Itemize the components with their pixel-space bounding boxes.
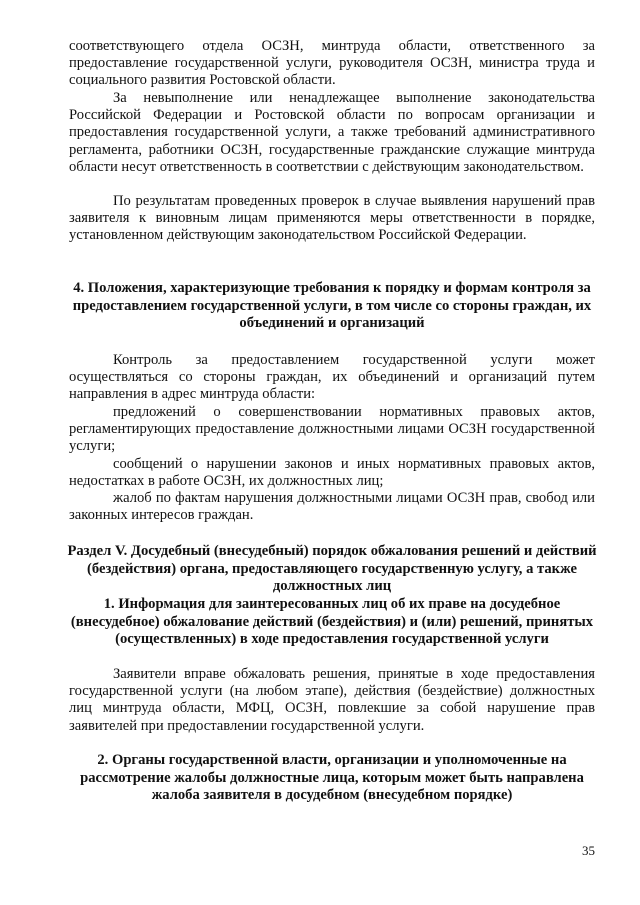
page-number: 35 (582, 843, 595, 858)
paragraph-appeal-right: Заявители вправе обжаловать решения, принятые в ходе предоставления государственной услуги (на любом этапе), действия (бездействие) должностных лиц минтруда области, МФЦ, ОСЗН, повлекшие за собой нарушение прав заявителей при предоставлении государственной услуги. (69, 666, 595, 734)
paragraph-liability: За невыполнение или ненадлежащее выполнение законодательства Российской Федерации и Ростовской области по вопросам организации и предоставления государственной услуги, а также требований административного регламента, работники ОСЗН, государственные гражданские служащие минтруда области несут ответственность в соответствии с действующим законодательством. (69, 90, 595, 175)
paragraph-citizen-control: Контроль за предоставлением государственной услуги может осуществляться со стороны граждан, их объединений и организаций путем направления в адрес минтруда области: (69, 352, 595, 403)
paragraph-reports: сообщений о нарушении законов и иных нормативных правовых актов, недостатках в работе ОСЗН, их должностных лиц; (69, 456, 595, 490)
paragraph-responsibility-continued: соответствующего отдела ОСЗН, минтруда области, ответственного за предоставление государственной услуги, руководителя ОСЗН, министра труда и социального развития Ростовской области. (69, 38, 595, 89)
heading-subsection-2: 2. Органы государственной власти, организации и уполномоченные на рассмотрение жалобы должностные лица, которым может быть направлена жалоба заявителя в досудебном (внесудебном порядке) (80, 752, 584, 804)
paragraph-complaints: жалоб по фактам нарушения должностными лицами ОСЗН прав, свобод или законных интересов граждан. (69, 490, 595, 524)
heading-subsection-1: 1. Информация для заинтересованных лиц об их праве на досудебное (внесудебное) обжалование действий (бездействия) и (или) решений, принятых (осуществленных) в ходе предоставления государственной услуги (70, 596, 594, 648)
paragraph-proposals: предложений о совершенствовании нормативных правовых актов, регламентирующих предоставление должностными лицами ОСЗН государственной услуги; (69, 404, 595, 455)
heading-section-v: Раздел V. Досудебный (внесудебный) порядок обжалования решений и действий (бездействия) органа, предоставляющего государственную услугу, а также должностных лиц (67, 543, 597, 595)
paragraph-inspection-results: По результатам проведенных проверок в случае выявления нарушений прав заявителя к виновным лицам применяются меры ответственности в порядке, установленном действующим законодательством Российской Федерации. (69, 193, 595, 244)
heading-section-4: 4. Положения, характеризующие требования к порядку и формам контроля за предоставлением государственной услуги, в том числе со стороны граждан, их объединений и организаций (72, 280, 592, 332)
